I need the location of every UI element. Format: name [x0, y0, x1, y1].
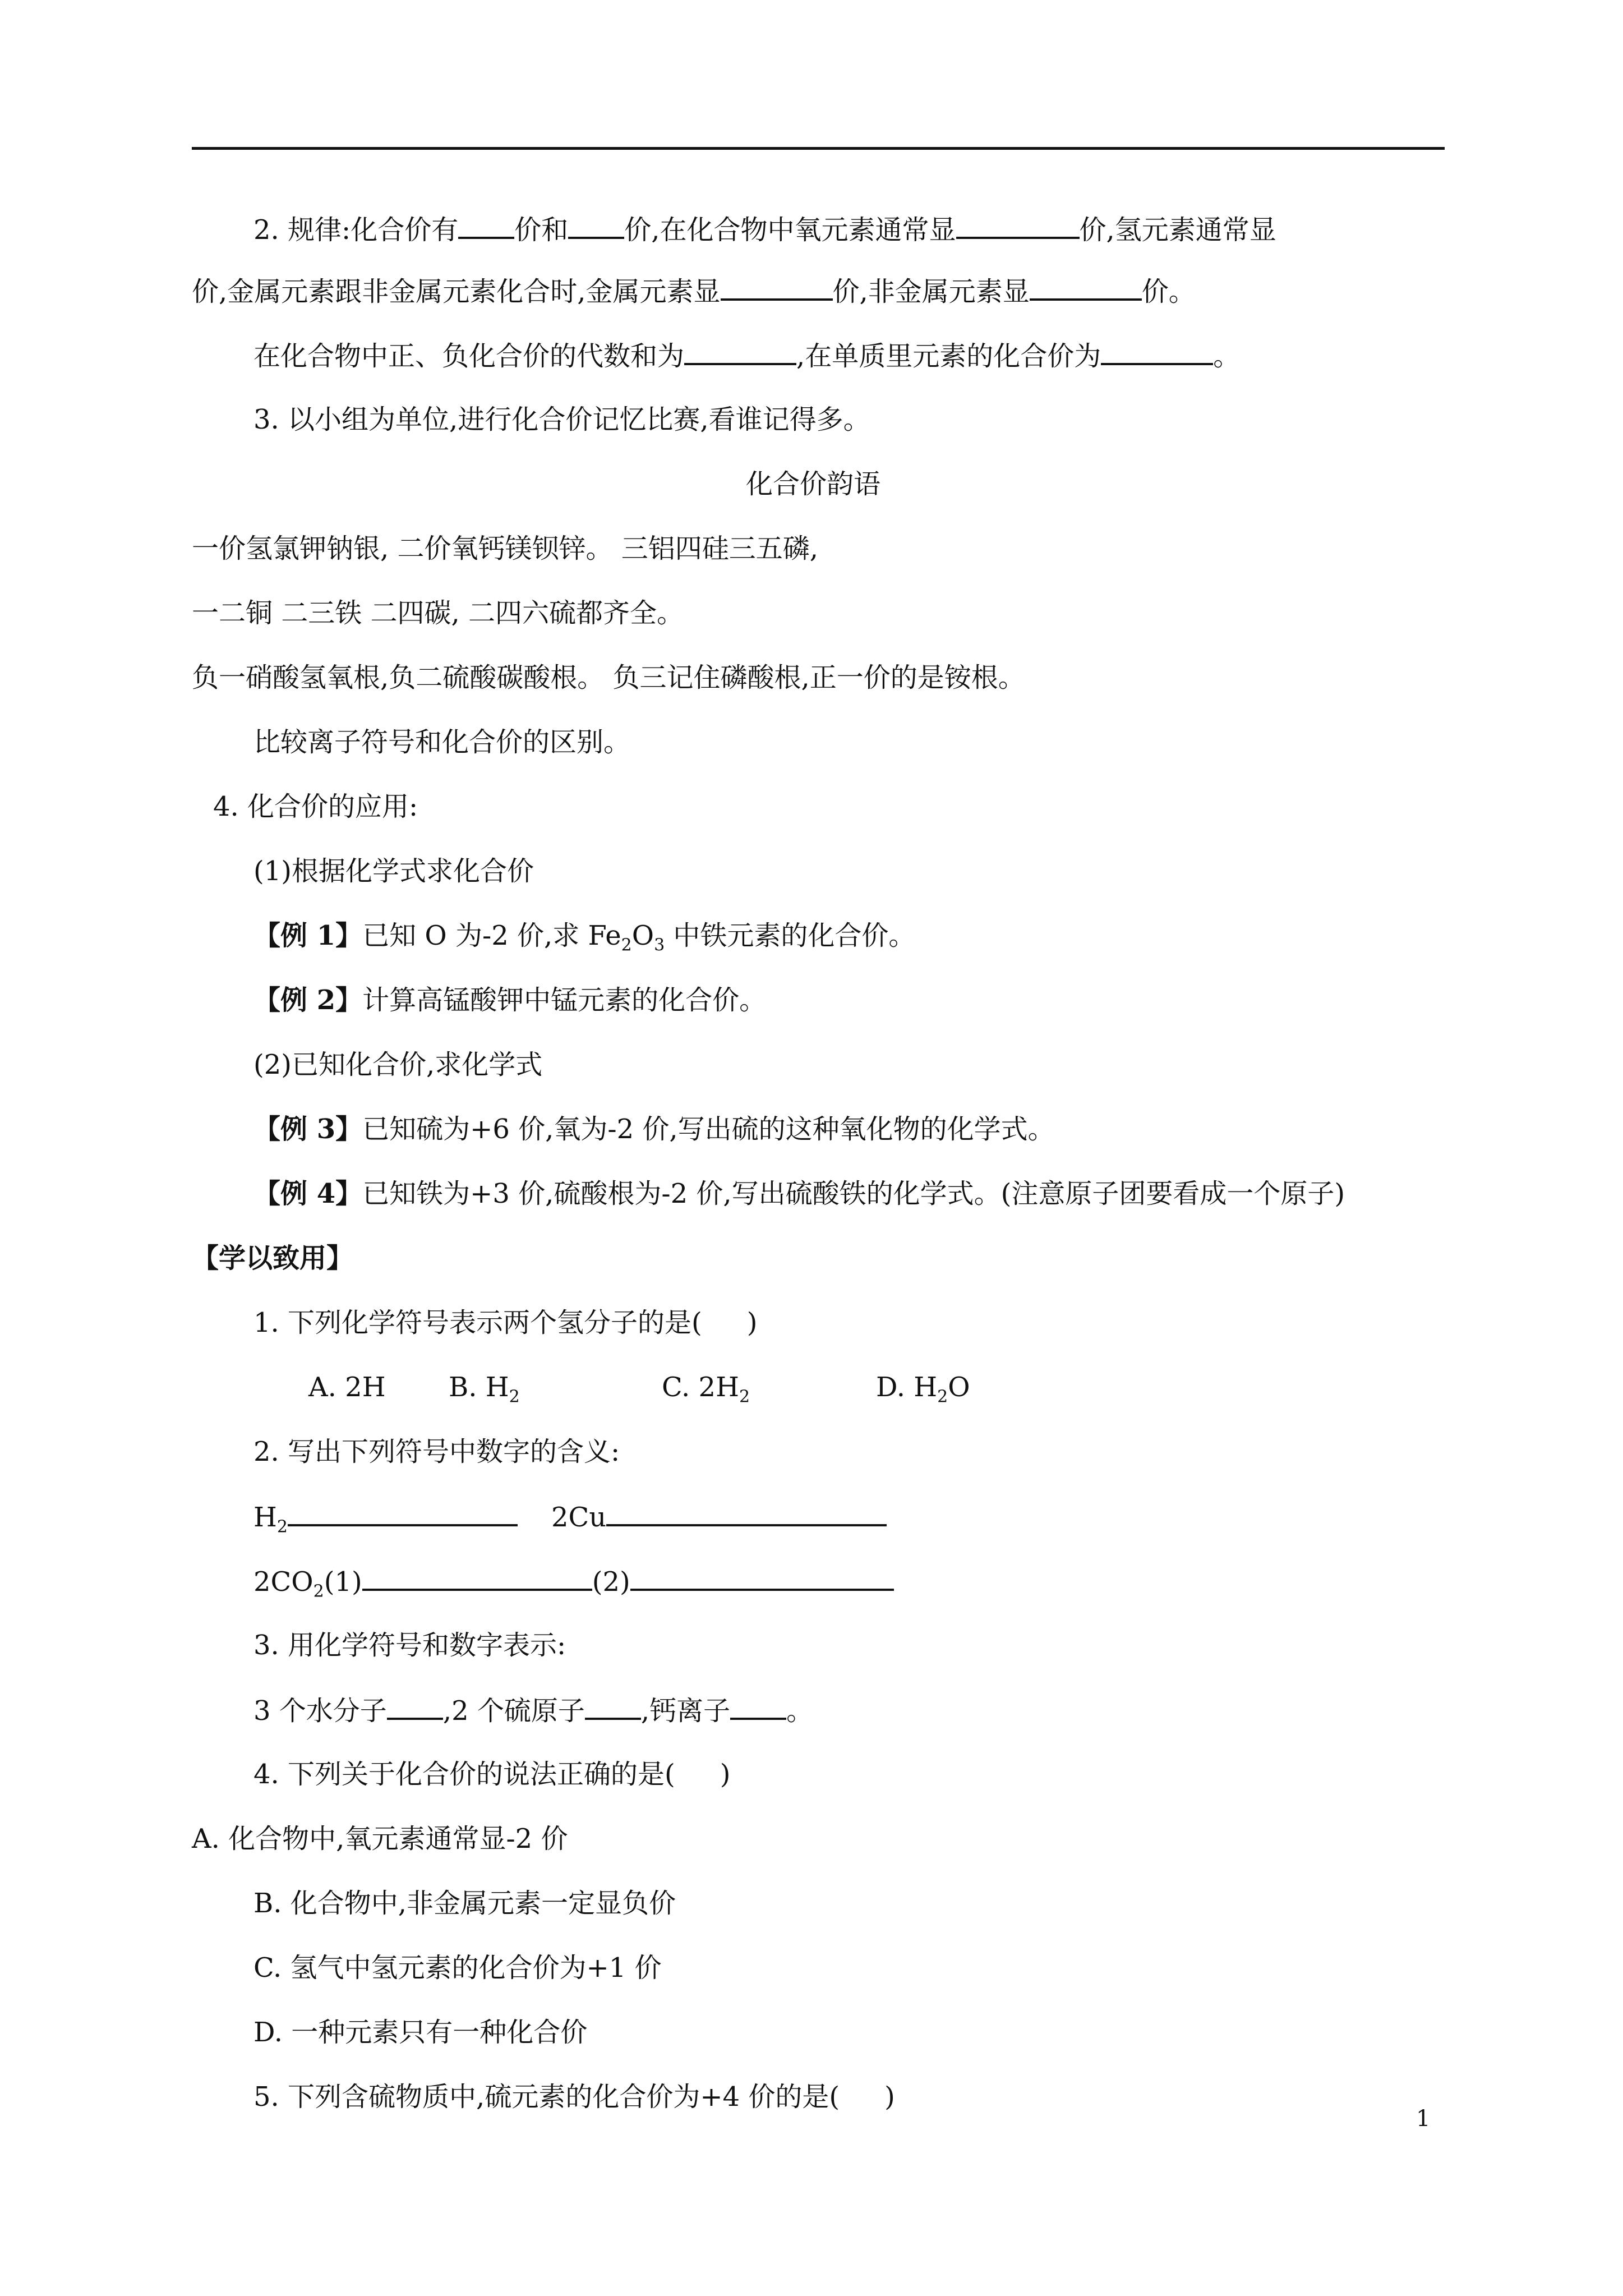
option-b[interactable]: B. $H_2$: [449, 1372, 520, 1407]
question-4-option-b[interactable]: B. 化合物中,非金属元素一定显负价: [253, 1888, 676, 1919]
answer-blank[interactable]: [585, 1693, 641, 1720]
section-3-text: 3. 以小组为单位,进行化合价记忆比赛,看谁记得多。: [253, 404, 870, 435]
question-4-option-d[interactable]: D. 一种元素只有一种化合价: [253, 2017, 588, 2048]
question-3-line: 3 个水分子 ,2 个硫原子 ,钙离子 。: [253, 1693, 813, 1728]
question-4-option-a[interactable]: A. 化合物中,氧元素通常显-2 价: [192, 1823, 568, 1855]
header-rule: [192, 147, 1445, 150]
answer-blank[interactable]: [288, 1499, 518, 1526]
subsection-1: (1)根据化学式求化合价: [253, 855, 534, 887]
rule-line-3: 在化合物中正、负化合价的代数和为 ,在单质里元素的化合价为 。: [253, 338, 1240, 373]
question-2: 2. 写出下列符号中数字的含义:: [253, 1436, 620, 1467]
option-c[interactable]: C. $2H_2$: [662, 1372, 750, 1407]
rhyme-line-1: 一价氢氯钾钠银, 二价氧钙镁钡锌。 三铝四硅三五磷,: [192, 533, 819, 564]
question-5: 5. 下列含硫物质中,硫元素的化合价为+4 价的是( ): [253, 2081, 895, 2113]
section-4-title: 4. 化合价的应用:: [213, 791, 418, 822]
answer-blank[interactable]: [956, 212, 1080, 239]
answer-blank[interactable]: [606, 1499, 887, 1526]
answer-blank[interactable]: [721, 274, 833, 301]
subsection-2: (2)已知化合价,求化学式: [253, 1049, 543, 1080]
answer-blank[interactable]: [684, 338, 796, 365]
question-2-line-2: $2CO_2(1)$ (2): [253, 1564, 894, 1609]
answer-blank[interactable]: [630, 1564, 894, 1591]
question-1: 1. 下列化学符号表示两个氢分子的是( ): [253, 1307, 758, 1338]
rhyme-line-2: 一二铜 二三铁 二四碳, 二四六硫都齐全。: [192, 597, 684, 629]
answer-blank[interactable]: [1101, 338, 1213, 365]
answer-blank[interactable]: [458, 212, 514, 239]
option-a[interactable]: A. 2H: [308, 1372, 386, 1403]
question-3: 3. 用化学符号和数字表示:: [253, 1630, 566, 1661]
rule-line-2: 价,金属元素跟非金属元素化合时,金属元素显 价,非金属元素显 价。: [192, 274, 1196, 309]
question-4: 4. 下列关于化合价的说法正确的是( ): [253, 1759, 731, 1790]
answer-blank[interactable]: [1030, 274, 1142, 301]
example-3: 【例 3】已知硫为+6 价,氧为-2 价,写出硫的这种氧化物的化学式。: [253, 1114, 1055, 1145]
example-2: 【例 2】计算高锰酸钾中锰元素的化合价。: [253, 984, 767, 1016]
answer-blank[interactable]: [387, 1693, 443, 1720]
example-1: 【例 1】已知 O 为-2 价,求 $Fe_2O_3$ 中铁元素的化合价。: [253, 920, 916, 955]
question-2-line-1: $H_2$ 2Cu: [253, 1499, 887, 1544]
rhyme-title: 化合价韵语: [746, 468, 881, 500]
answer-blank[interactable]: [362, 1564, 592, 1591]
question-4-option-c[interactable]: C. 氢气中氢元素的化合价为+1 价: [253, 1952, 662, 1984]
answer-blank[interactable]: [568, 212, 624, 239]
compare-text: 比较离子符号和化合价的区别。: [253, 726, 631, 758]
rhyme-line-3: 负一硝酸氢氧根,负二硫酸碳酸根。 负三记住磷酸根,正一价的是铵根。: [192, 662, 1025, 693]
practice-header: 【学以致用】: [192, 1243, 354, 1274]
question-1-options: [0, 1370, 1623, 1407]
rule-line-1: 2. 规律:化合价有 价和 价,在化合物中氧元素通常显 价,氢元素通常显: [253, 212, 1276, 247]
option-d[interactable]: D. $H_2O$: [876, 1372, 970, 1407]
page-number: 1: [1416, 2106, 1431, 2132]
answer-blank[interactable]: [730, 1693, 786, 1720]
example-4: 【例 4】已知铁为+3 价,硫酸根为-2 价,写出硫酸铁的化学式。(注意原子团要看成一个原子): [253, 1178, 1345, 1209]
